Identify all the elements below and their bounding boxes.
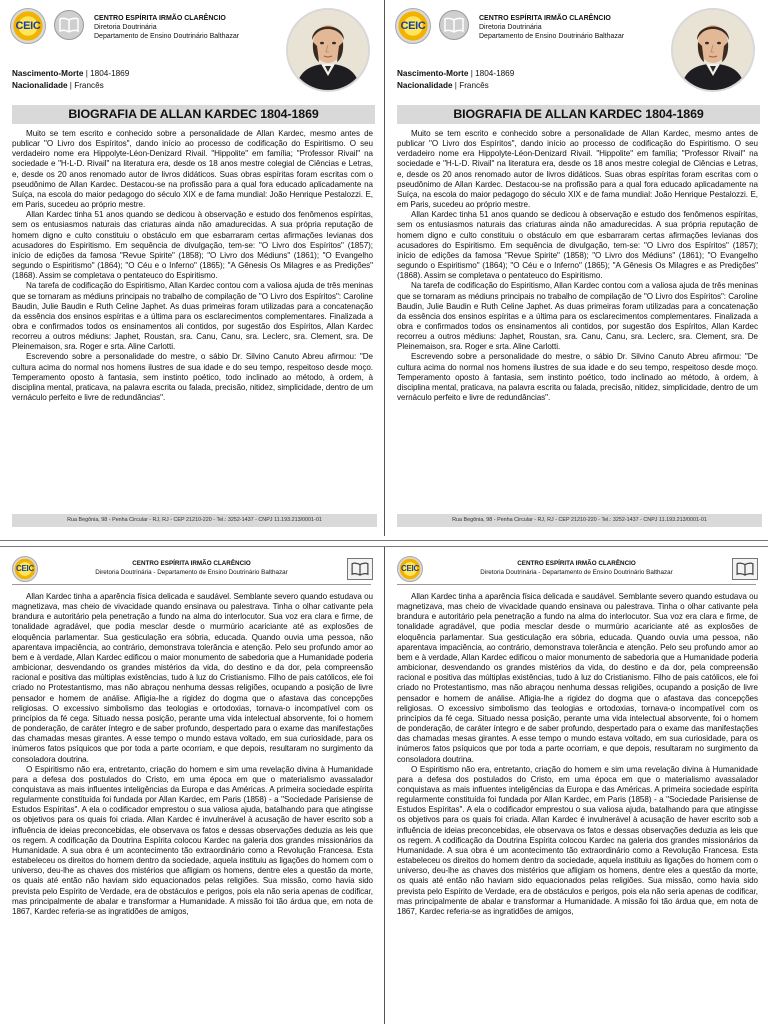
department-2: Departamento de Ensino Doutrinário Balthazar	[479, 33, 625, 40]
header-text	[44, 560, 339, 577]
footer-address: Rua Begônia, 98 - Penha Circular - RJ, RJ - CEP 21210-220 - Tel.: 3252-1437 - CNPJ 11.193.213/0001-01	[12, 514, 377, 527]
paragraph: Allan Kardec tinha a aparência física delicada e saudável. Semblante severo quando estudava ou magnetizava, mas cheio de vivacidade quando ensinava ou palestrava. Tinha o olhar cativante pela brandura e autoritário pela penetração a fundo na alma do interlocutor. Sua voz era clara e firme, de tonalidade agradável, que podia mesclar desde o murmúrio acariciante até as explosões de eloquência parlamentar. Sua gesticulação era sóbria, educada. Quando ouvia uma pessoa, não aparentava impaciência, ao contrário, demonstrava tolerância e atenção. Pelo seu profundo amor ao bem e à verdade, Allan Kardec edificou o maior monumento de sabedoria que a Humanidade poderia ambicionar, desvendando os grandes mistérios da vida, do destino e da dor, pela compreensão racional e positiva das múltiplas existências, tudo à luz do Cristianismo. Filho de pais católicos, ele foi criado no Protestantismo, mas não abraçou nenhuma dessas religiões, ocupando a posição de livre pensador e homem de análise. Afligia-lhe a rigidez do dogma que o afastava das concepções religiosas. O excessivo simbolismo das teologias e ortodoxias, tornava-o incompatível com os princípios da fé cega. Situado nessa posição, perante uma vida intelectual absorvente, foi o homem de ponderação, de caráter íntegro e de saber profundo, despertado para o exame das manifestações das chamadas mesas girantes. A esse tempo o mundo estava voltado, em sua curiosidade, para os inúmeros fatos psíquicos que por toda a parte ocorriam, e que depois, resultaram no surgimento da consoladora doutrina.	[397, 592, 758, 764]
org-name: CENTRO ESPÍRITA IRMÃO CLARÊNCIO	[94, 15, 226, 22]
nationality-value: Francês	[74, 81, 104, 90]
birth-death-line: Nascimento-Morte | 1804-1869	[12, 69, 130, 78]
birth-death-value: 1804-1869	[90, 69, 130, 78]
header-text	[479, 14, 624, 41]
article-body	[12, 592, 373, 917]
paragraph: Na tarefa de codificação do Espiritismo, Allan Kardec contou com a valiosa ajuda de três meninas que se tornaram as médiuns principais no trabalho de compilação de "O Livro dos Espíritos": Caroline Baudin, Julie Baudin e Ruth Celine Japhet. As duas primeiras foram utilizadas para a concatenação da essência dos ensinos espíritas e a última para os esclarecimentos complementares. Finalizada a obra e confirmados todos os ensinamentos ali contidos, por sugestão dos Espíritos, Allan Kardec recorreu a outros médiuns: Japhet, Roustan, sra. Canu, Canu, sra. Leclerc, sra. Clement, sra. De Pleinemaison, sra. Roger e srta. Aline Carlotti.	[12, 281, 373, 352]
ceic-logo-icon: CEIC	[397, 556, 423, 582]
page-1-copy-left	[4, 0, 379, 534]
ceic-logo-icon: CEIC	[12, 556, 38, 582]
open-book-icon	[347, 558, 373, 580]
paragraph: O Espiritismo não era, entretanto, criação do homem e sim uma revelação divina à Humanidade para a defesa dos postulados do Cristo, em uma época em que o materialismo avassalador conquistava as mais influentes inteligências da Europa e das Américas. A primeira sociedade espírita regularmente constituída foi fundada por Allan Kardec, em Paris (1858) - a "Sociedade Parisiense de Estudos Espíritas". A ela o codificador emprestou o sua valiosa ajuda, batalhando para que atingisse os objetivos para os quais foi criada. Allan Kardec é invulnerável à acusação de haver escrito sob a influência de ideias preconcebidas, ele observava os fatos e dessas observações deduzia as leis que os regem. A codificação da Doutrina Espírita colocou Kardec na galeria dos grandes missionários da Humanidade. A sua obra é um acontecimento tão extraordinário como a Revolução Francesa. Esta estabeleceu os direitos do homem dentro da sociedade, aquela instituiu as ligações do homem com o universo, deu-lhe as chaves dos mistérios que afligiam os homens, dentre eles a questão da morte, os quais até então não haviam sido equacionados pelas religiões. Sua missão, como havia sido prevista pelo Espírito de Verdade, era de obstáculos e perigos, pois ela não seria apenas de codificar, mas principalmente de abalar e transformar a Humanidade. A missão foi tão árdua que, em nota de 1867, Kardec referia-se as ingratidões de amigos,	[12, 764, 373, 916]
nationality-value: Francês	[459, 81, 489, 90]
paragraph: O Espiritismo não era, entretanto, criação do homem e sim uma revelação divina à Humanidade para a defesa dos postulados do Cristo, em uma época em que o materialismo avassalador conquistava as mais influentes inteligências da Europa e das Américas. A primeira sociedade espírita regularmente constituída foi fundada por Allan Kardec, em Paris (1858) - a "Sociedade Parisiense de Estudos Espíritas". A ela o codificador emprestou o sua valiosa ajuda, batalhando para que atingisse os objetivos para os quais foi criada. Allan Kardec é invulnerável à acusação de haver escrito sob a influência de ideias preconcebidas, ele observava os fatos e dessas observações deduzia as leis que os regem. A codificação da Doutrina Espírita colocou Kardec na galeria dos grandes missionários da Humanidade. A sua obra é um acontecimento tão extraordinário como a Revolução Francesa. Esta estabeleceu os direitos do homem dentro da sociedade, aquela instituiu as ligações do homem com o universo, deu-lhe as chaves dos mistérios que afligiam os homens, dentre eles a questão da morte, os quais até então não haviam sido equacionados pelas religiões. Sua missão, como havia sido prevista pelo Espírito de Verdade, era de obstáculos e perigos, pois ela não seria apenas de codificar, mas principalmente de abalar e transformar a Humanidade. A missão foi tão árdua que, em nota de 1867, Kardec referia-se as ingratidões de amigos,	[397, 764, 758, 916]
column-divider	[384, 0, 385, 1024]
page-title: BIOGRAFIA DE ALLAN KARDEC 1804-1869	[397, 105, 760, 124]
org-name: CENTRO ESPÍRITA IRMÃO CLARÊNCIO	[132, 560, 251, 567]
article-body	[12, 129, 373, 403]
ceic-logo-icon: CEIC	[395, 8, 431, 44]
page-2-copy-left	[4, 548, 379, 1024]
paragraph: Muito se tem escrito e conhecido sobre a personalidade de Allan Kardec, mesmo antes de publicar "O Livro dos Espíritos", dando início ao processo de codificação do Espiritismo. O seu verdadeiro nome era Hippolyte-Léon-Denizard Rivail. "Hippolite" em família; "Professor Rivail" na sociedade e "H-L-D. Rivail" na literatura era, desde os 18 anos mestre colegial de Ciências e Letras, e, desde os 20 anos renomado autor de livros didáticos. Suas obras espíritas foram escritas com o pseudônimo de Allan Kardec. Destacou-se na profissão para a qual fora educado aplicadamente na Suíça, na escola do maior pedagogo do século XIX e de fama mundial: João Henrique Pestalozzi. E, em Paris, sucedeu ao próprio mestre.	[12, 129, 373, 210]
footer-address: Rua Begônia, 98 - Penha Circular - RJ, RJ - CEP 21210-220 - Tel.: 3252-1437 - CNPJ 11.193.213/0001-01	[397, 514, 762, 527]
org-name: CENTRO ESPÍRITA IRMÃO CLARÊNCIO	[517, 560, 636, 567]
page-title: BIOGRAFIA DE ALLAN KARDEC 1804-1869	[12, 105, 375, 124]
open-book-icon	[732, 558, 758, 580]
nationality-line: Nacionalidade | Francês	[397, 81, 489, 90]
header-divider	[397, 584, 756, 585]
article-body	[397, 592, 758, 917]
page-separator	[0, 546, 768, 547]
bio-meta	[12, 68, 129, 92]
paragraph: Na tarefa de codificação do Espiritismo, Allan Kardec contou com a valiosa ajuda de três meninas que se tornaram as médiuns principais no trabalho de compilação de "O Livro dos Espíritos": Caroline Baudin, Julie Baudin e Ruth Celine Japhet. As duas primeiras foram utilizadas para a concatenação da essência dos ensinos espíritas e a última para os esclarecimentos complementares. Finalizada a obra e confirmados todos os ensinamentos ali contidos, por sugestão dos Espíritos, Allan Kardec recorreu a outros médiuns: Japhet, Roustan, sra. Canu, Canu, sra. Leclerc, sra. Clement, sra. De Pleinemaison, sra. Roger e srta. Aline Carlotti.	[397, 281, 758, 352]
birth-death-line: Nascimento-Morte | 1804-1869	[397, 69, 515, 78]
article-body	[397, 129, 758, 403]
department-1: Diretoria Doutrinária	[94, 24, 157, 31]
open-book-icon	[54, 10, 84, 40]
open-book-icon	[439, 10, 469, 40]
page-1-copy-right	[389, 0, 764, 534]
birth-death-value: 1804-1869	[475, 69, 515, 78]
portrait-illustration	[671, 8, 755, 92]
department-combined: Diretoria Doutrinária - Departamento de Ensino Doutrinário Balthazar	[480, 568, 673, 576]
header-divider	[12, 584, 371, 585]
org-name: CENTRO ESPÍRITA IRMÃO CLARÊNCIO	[479, 15, 611, 22]
paragraph: Allan Kardec tinha 51 anos quando se dedicou à observação e estudo dos fenômenos espíritas, sem os entusiasmos naturais das criaturas ainda não amadurecidas. A sua própria reputação de homem digno e culto constituiu o obstáculo em que esbarraram certas afirmações levianas dos acusadores do Espiritismo. Em sequência de divulgação, tem-se: "O Livro dos Espíritos" (1857); início de edições da famosa "Revue Spirite" (1858); "O Livro dos Médiuns" (1861); "O Evangelho segundo o Espiritismo" (1864); "O Céu e o Inferno" (1865); "A Gênesis Os Milagres e as Predições" (1868). Assim se completava o pentateuco do Espiritismo.	[12, 210, 373, 281]
paragraph: Allan Kardec tinha a aparência física delicada e saudável. Semblante severo quando estudava ou magnetizava, mas cheio de vivacidade quando ensinava ou palestrava. Tinha o olhar cativante pela brandura e autoritário pela penetração a fundo na alma do interlocutor. Sua voz era clara e firme, de tonalidade agradável, que podia mesclar desde o murmúrio acariciante até as explosões de eloquência parlamentar. Sua gesticulação era sóbria, educada. Quando ouvia uma pessoa, não aparentava impaciência, ao contrário, demonstrava tolerância e atenção. Pelo seu profundo amor ao bem e à verdade, Allan Kardec edificou o maior monumento de sabedoria que a Humanidade poderia ambicionar, desvendando os grandes mistérios da vida, do destino e da dor, pela compreensão racional e positiva das múltiplas existências, tudo à luz do Cristianismo. Filho de pais católicos, ele foi criado no Protestantismo, mas não abraçou nenhuma dessas religiões, ocupando a posição de livre pensador e homem de análise. Afligia-lhe a rigidez do dogma que o afastava das concepções religiosas. O excessivo simbolismo das teologias e ortodoxias, tornava-o incompatível com os princípios da fé cega. Situado nessa posição, perante uma vida intelectual absorvente, foi o homem de ponderação, de caráter íntegro e de saber profundo, despertado para o exame das manifestações das chamadas mesas girantes. A esse tempo o mundo estava voltado, em sua curiosidade, para os inúmeros fatos psíquicos que por toda a parte ocorriam, e que depois, resultaram no surgimento da consoladora doutrina.	[12, 592, 373, 764]
nationality-line: Nacionalidade | Francês	[12, 81, 104, 90]
ceic-logo-icon: CEIC	[10, 8, 46, 44]
paragraph: Escrevendo sobre a personalidade do mestre, o sábio Dr. Silvino Canuto Abreu afirmou: "De cultura acima do normal nos homens ilustres de sua idade e do seu tempo, respeitoso desde moço. Temperamento oposto à fantasia, sem instinto poético, todo inclinado ao método, à ordem, à disciplina mental, praticava, na palavra escrita ou falada, precisão, nitidez, simplicidade, dentro de um vernáculo perfeito e livre de redundâncias".	[12, 352, 373, 403]
paragraph: Muito se tem escrito e conhecido sobre a personalidade de Allan Kardec, mesmo antes de publicar "O Livro dos Espíritos", dando início ao processo de codificação do Espiritismo. O seu verdadeiro nome era Hippolyte-Léon-Denizard Rivail. "Hippolite" em família; "Professor Rivail" na sociedade e "H-L-D. Rivail" na literatura era, desde os 18 anos mestre colegial de Ciências e Letras, e, desde os 20 anos renomado autor de livros didáticos. Suas obras espíritas foram escritas com o pseudônimo de Allan Kardec. Destacou-se na profissão para a qual fora educado aplicadamente na Suíça, na escola do maior pedagogo do século XIX e de fama mundial: João Henrique Pestalozzi. E, em Paris, sucedeu ao próprio mestre.	[397, 129, 758, 210]
header-text	[429, 560, 724, 577]
page-separator	[0, 540, 768, 541]
page-gap	[0, 536, 768, 546]
department-1: Diretoria Doutrinária	[479, 24, 542, 31]
department-combined: Diretoria Doutrinária - Departamento de Ensino Doutrinário Balthazar	[95, 568, 288, 576]
page-2-copy-right	[389, 548, 764, 1024]
bio-meta	[397, 68, 514, 92]
header-text	[94, 14, 239, 41]
portrait-illustration	[286, 8, 370, 92]
department-2: Departamento de Ensino Doutrinário Balthazar	[94, 33, 240, 40]
paragraph: Escrevendo sobre a personalidade do mestre, o sábio Dr. Silvino Canuto Abreu afirmou: "De cultura acima do normal nos homens ilustres de sua idade e do seu tempo, respeitoso desde moço. Temperamento oposto à fantasia, sem instinto poético, todo inclinado ao método, à ordem, à disciplina mental, praticava, na palavra escrita ou falada, precisão, nitidez, simplicidade, dentro de um vernáculo perfeito e livre de redundâncias".	[397, 352, 758, 403]
paragraph: Allan Kardec tinha 51 anos quando se dedicou à observação e estudo dos fenômenos espíritas, sem os entusiasmos naturais das criaturas ainda não amadurecidas. A sua própria reputação de homem digno e culto constituiu o obstáculo em que esbarraram certas afirmações levianas dos acusadores do Espiritismo. Em sequência de divulgação, tem-se: "O Livro dos Espíritos" (1857); início de edições da famosa "Revue Spirite" (1858); "O Livro dos Médiuns" (1861); "O Evangelho segundo o Espiritismo" (1864); "O Céu e o Inferno" (1865); "A Gênesis Os Milagres e as Predições" (1868). Assim se completava o pentateuco do Espiritismo.	[397, 210, 758, 281]
